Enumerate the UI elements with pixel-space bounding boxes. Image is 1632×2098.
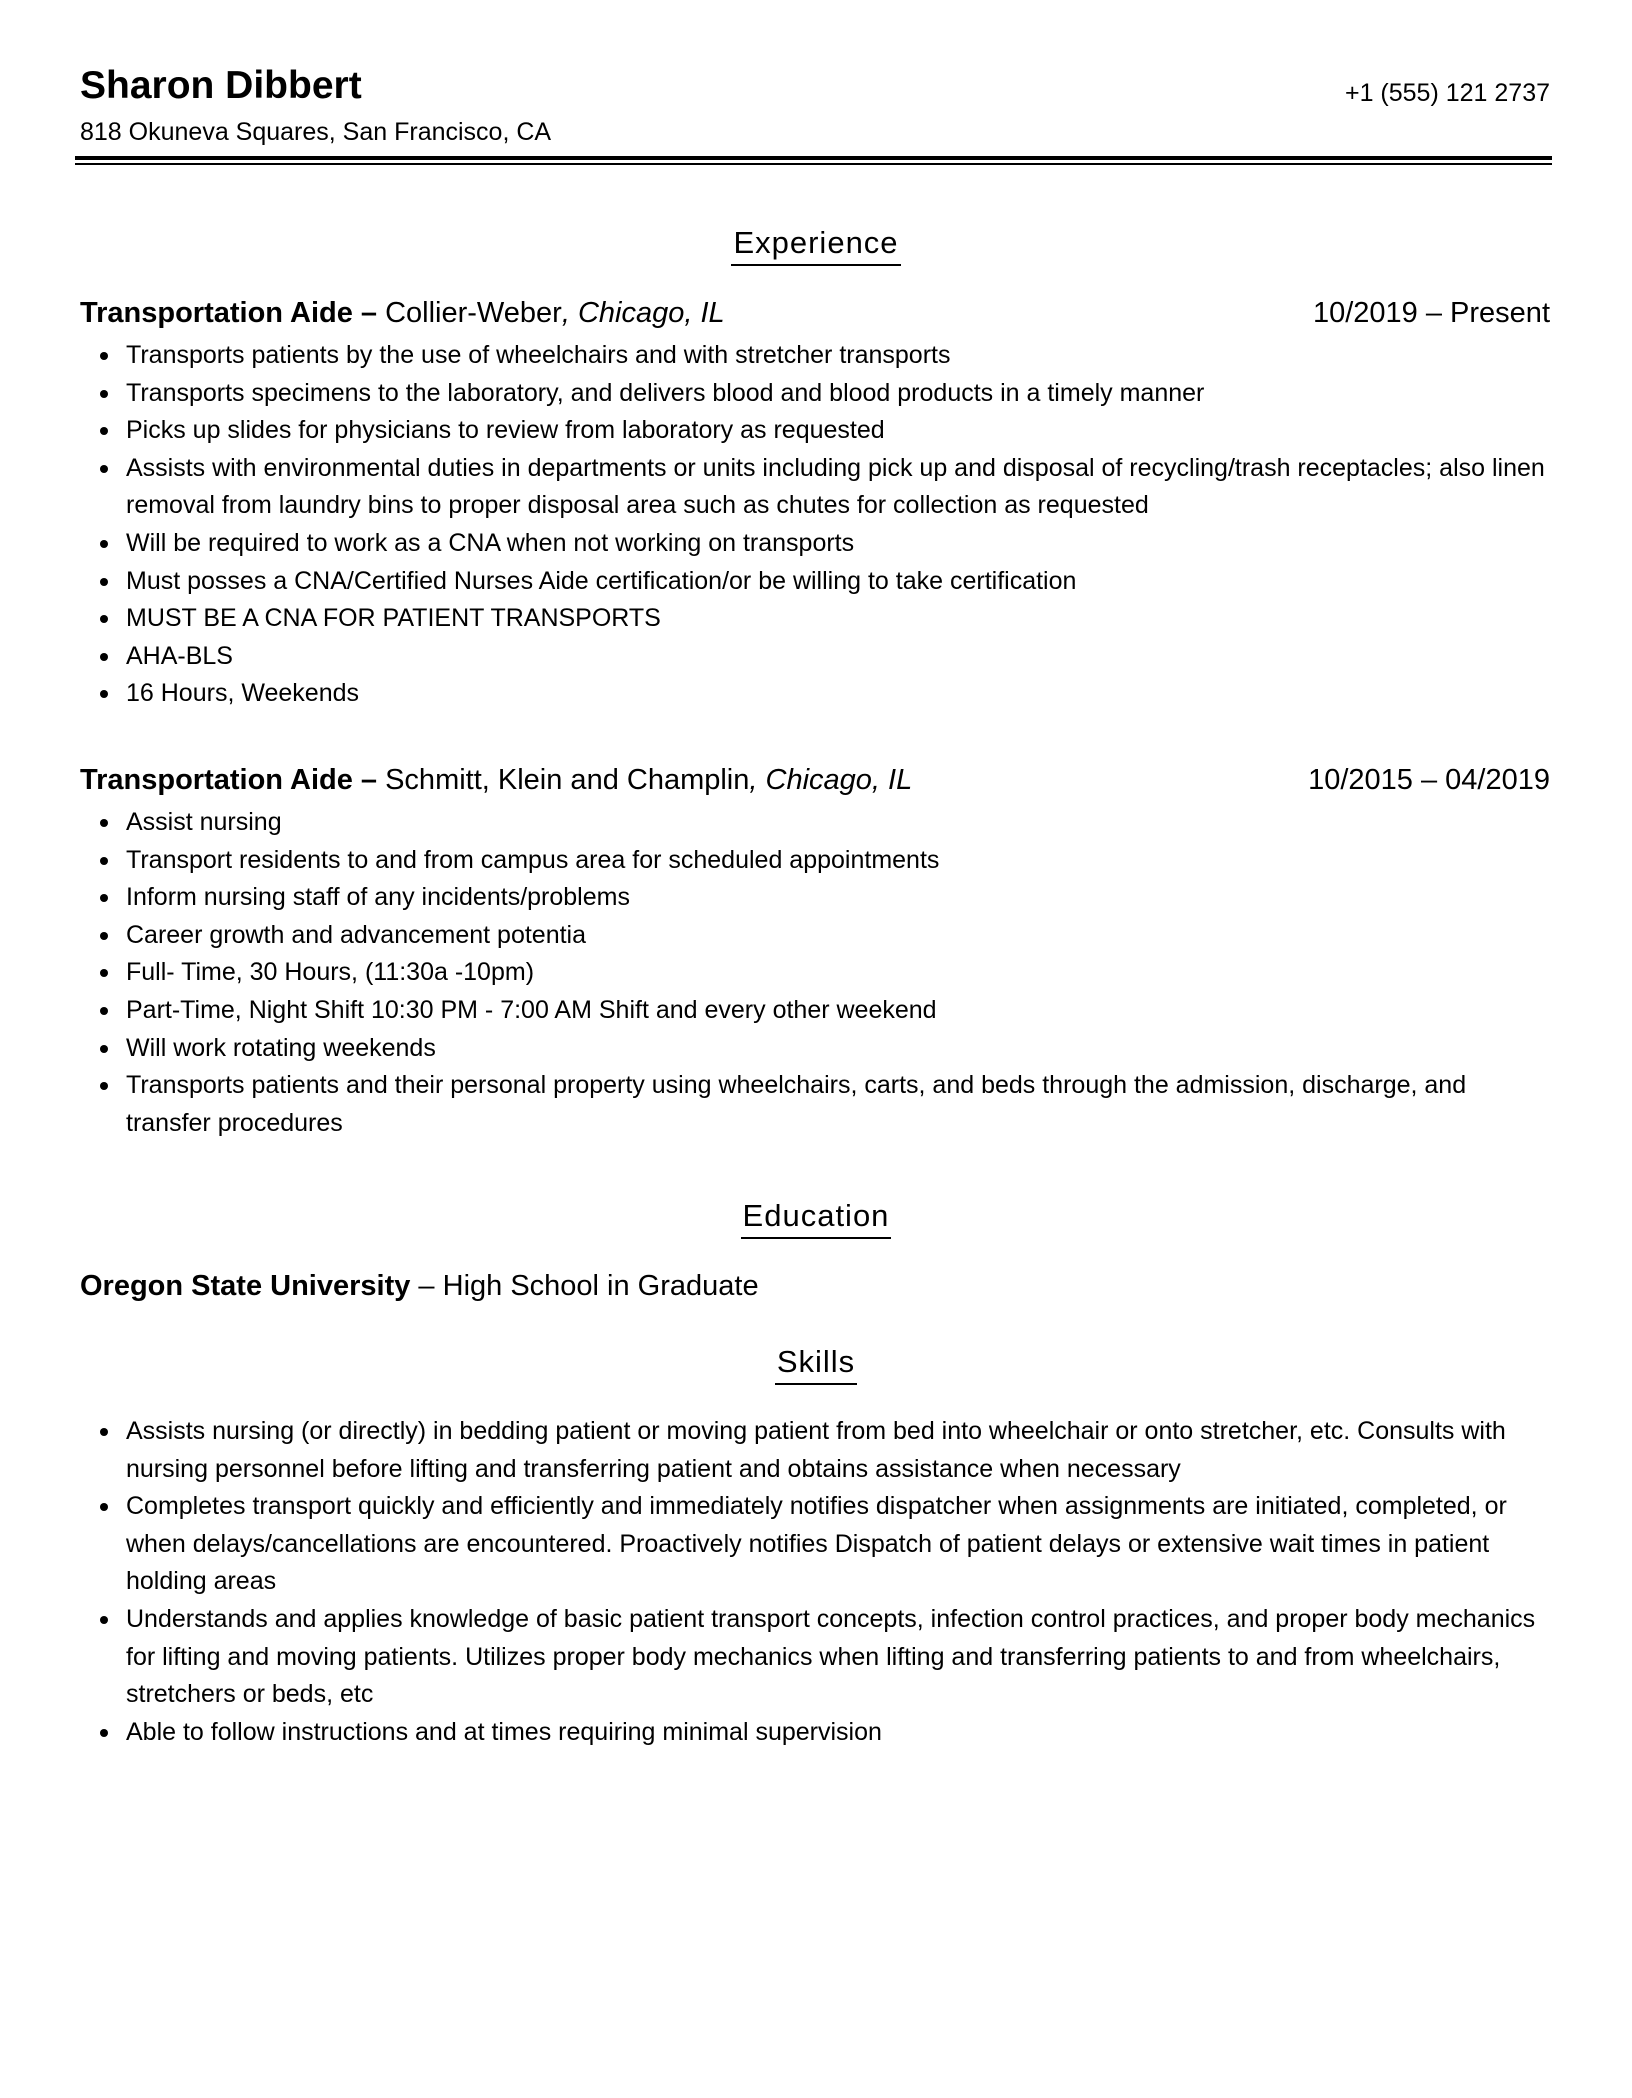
list-item: Able to follow instructions and at times requiring minimal supervision	[80, 1714, 1550, 1752]
list-item: Will work rotating weekends	[80, 1030, 1550, 1068]
list-item: Transports patients and their personal property using wheelchairs, carts, and beds through the admission, discharge, and transfer procedures	[80, 1067, 1550, 1142]
job-1-location: , Chicago, IL	[561, 297, 725, 329]
candidate-address: 818 Okuneva Squares, San Francisco, CA	[80, 118, 552, 146]
job-2-header	[80, 760, 1550, 800]
skills-bullets	[80, 1413, 1550, 1751]
job-1-title: Transportation Aide –	[80, 297, 378, 329]
list-item: Full- Time, 30 Hours, (11:30a -10pm)	[80, 954, 1550, 992]
list-item: Career growth and advancement potentia	[80, 917, 1550, 955]
education-separator: –	[410, 1270, 443, 1302]
list-item: Picks up slides for physicians to review from laboratory as requested	[80, 412, 1550, 450]
list-item: Assists with environmental duties in departments or units including pick up and disposal of recycling/trash receptacles; also linen removal from laundry bins to proper disposal area such as chutes for collection as requested	[80, 450, 1550, 525]
list-item: Assists nursing (or directly) in bedding patient or moving patient from bed into wheelchair or onto stretcher, etc. Consults with nursing personnel before lifting and transferring patient and obtains assistance when necessary	[80, 1413, 1550, 1488]
list-item: Assist nursing	[80, 804, 1550, 842]
job-1-bullets	[80, 337, 1550, 713]
job-2-bullets	[80, 804, 1550, 1142]
header-divider-thick	[75, 156, 1552, 160]
job-1-dates: 10/2019 – Present	[1312, 297, 1550, 329]
job-2-company: Schmitt, Klein and Champlin	[385, 764, 750, 796]
skills-heading: Skills	[0, 1342, 1632, 1385]
candidate-name: Sharon Dibbert	[80, 64, 362, 107]
experience-heading: Experience	[0, 223, 1632, 266]
resume-header	[80, 60, 1550, 170]
list-item: 16 Hours, Weekends	[80, 675, 1550, 713]
list-item: Must posses a CNA/Certified Nurses Aide certification/or be willing to take certification	[80, 563, 1550, 601]
education-school: Oregon State University	[80, 1270, 411, 1302]
list-item: Understands and applies knowledge of basic patient transport concepts, infection control practices, and proper body mechanics for lifting and moving patients. Utilizes proper body mechanics when lifting and transferring patients to and from wheelchairs, stretchers or beds, etc	[80, 1601, 1550, 1714]
list-item: Part-Time, Night Shift 10:30 PM - 7:00 AM Shift and every other weekend	[80, 992, 1550, 1030]
list-item: Transports patients by the use of wheelchairs and with stretcher transports	[80, 337, 1550, 375]
job-2-location: , Chicago, IL	[749, 764, 913, 796]
header-divider-thin	[75, 163, 1552, 165]
list-item: MUST BE A CNA FOR PATIENT TRANSPORTS	[80, 600, 1550, 638]
education-entry	[80, 1266, 759, 1306]
list-item: Will be required to work as a CNA when not working on transports	[80, 525, 1550, 563]
job-2-title: Transportation Aide –	[80, 764, 378, 796]
list-item: Inform nursing staff of any incidents/problems	[80, 879, 1550, 917]
job-2-dates: 10/2015 – 04/2019	[1308, 764, 1550, 796]
job-1-company: Collier-Weber	[385, 297, 562, 329]
education-degree: High School in Graduate	[442, 1270, 759, 1302]
list-item: Transport residents to and from campus area for scheduled appointments	[80, 842, 1550, 880]
education-heading: Education	[0, 1196, 1632, 1239]
list-item: AHA-BLS	[80, 638, 1550, 676]
candidate-phone: +1 (555) 121 2737	[1344, 79, 1550, 107]
list-item: Completes transport quickly and efficiently and immediately notifies dispatcher when assignments are initiated, completed, or when delays/cancellations are encountered. Proactively notifies Dispatch of patient delays or extensive wait times in patient holding areas	[80, 1488, 1550, 1601]
list-item: Transports specimens to the laboratory, and delivers blood and blood products in a timely manner	[80, 375, 1550, 413]
job-1-header	[80, 293, 1550, 333]
